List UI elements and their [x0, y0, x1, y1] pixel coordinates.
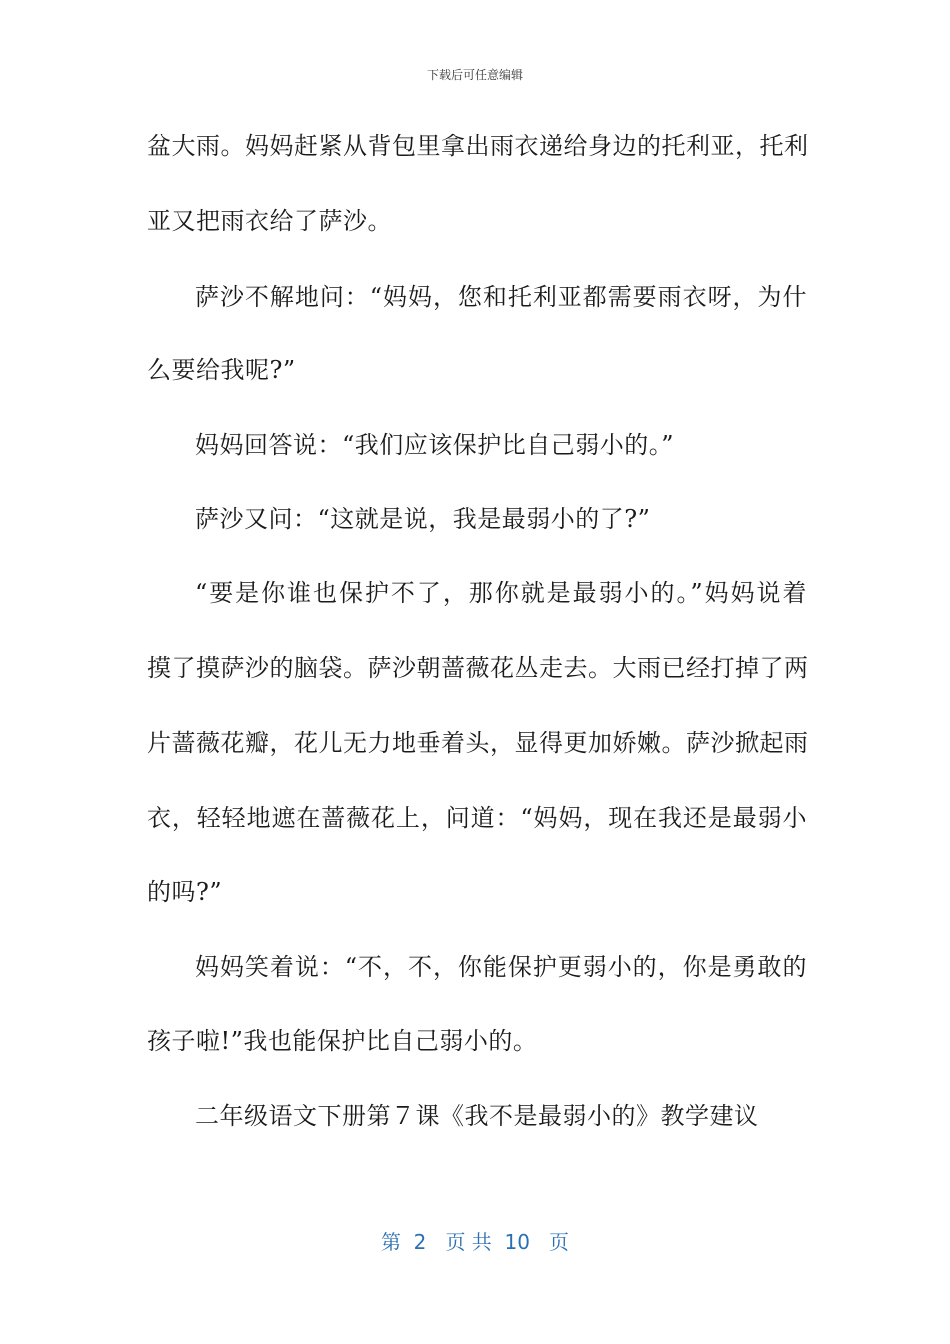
- text-line: 萨沙又问：“这就是说，我是最弱小的了?”: [195, 505, 651, 533]
- text-line: 萨沙不解地问：“妈妈，您和托利亚都需要雨衣呀，为什: [195, 283, 807, 311]
- page-header: 下载后可任意编辑: [426, 68, 523, 82]
- text-line: 摸了摸萨沙的脑袋。萨沙朝蔷薇花丛走去。大雨已经打掉了两: [147, 654, 809, 682]
- text-line: 妈妈笑着说：“不，不，你能保护更弱小的，你是勇敢的: [195, 953, 807, 981]
- text-line: 亚又把雨衣给了萨沙。: [147, 207, 392, 235]
- text-line: 衣，轻轻地遮在蔷薇花上，问道：“妈妈，现在我还是最弱小: [147, 804, 807, 832]
- text-line: 孩子啦!”我也能保护比自己弱小的。: [147, 1027, 538, 1055]
- page-number-footer: 第 2 页 共 10 页: [380, 1230, 570, 1254]
- text-line: 妈妈回答说：“我们应该保护比自己弱小的。”: [195, 431, 675, 459]
- text-line: “要是你谁也保护不了，那你就是最弱小的。”妈妈说着: [195, 579, 807, 607]
- text-line: 盆大雨。妈妈赶紧从背包里拿出雨衣递给身边的托利亚，托利: [147, 132, 809, 160]
- section-heading: 二年级语文下册第７课《我不是最弱小的》教学建议: [195, 1102, 759, 1130]
- text-line: 的吗?”: [147, 878, 223, 906]
- text-line: 么要给我呢?”: [147, 356, 296, 384]
- text-line: 片蔷薇花瓣，花儿无力地垂着头，显得更加娇嫩。萨沙掀起雨: [147, 729, 809, 757]
